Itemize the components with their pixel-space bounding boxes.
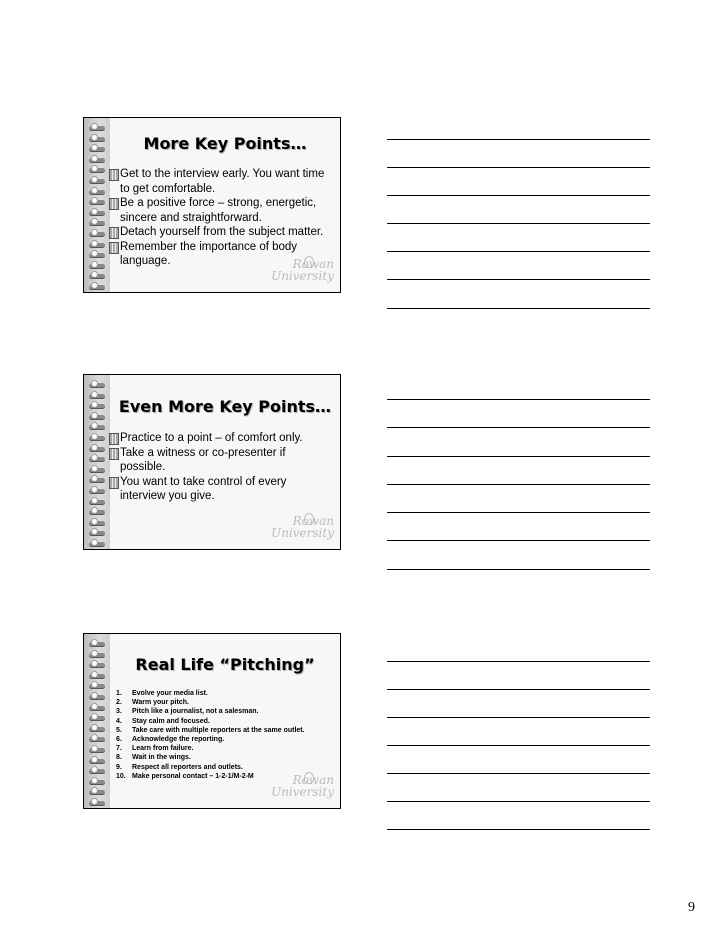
note-line xyxy=(387,167,650,168)
binder-ring xyxy=(89,457,105,462)
note-line xyxy=(387,689,650,690)
notebook-bullet-icon xyxy=(109,242,119,254)
binder-ring xyxy=(89,285,105,290)
slide-title: Real Life “Pitching” xyxy=(135,655,315,674)
rowan-university-logo: Rowan University xyxy=(271,257,334,283)
numbered-item: 5. Take care with multiple reporters at the same outlet. xyxy=(116,726,305,734)
binder-spine xyxy=(84,118,110,292)
note-line xyxy=(387,308,650,309)
slide-2 xyxy=(83,374,341,550)
notebook-bullet-icon xyxy=(109,477,119,489)
binder-ring xyxy=(89,221,105,226)
binder-ring xyxy=(89,243,105,248)
note-line xyxy=(387,251,650,252)
note-line xyxy=(387,661,650,662)
binder-ring xyxy=(89,468,105,473)
numbered-item: 2. Warm your pitch. xyxy=(116,699,189,707)
notebook-bullet-icon xyxy=(109,433,119,445)
binder-ring xyxy=(89,425,105,430)
bullet-item: You want to take control of every interview you give. xyxy=(112,475,330,504)
slide-title: More Key Points… xyxy=(143,134,307,153)
numbered-list xyxy=(116,689,332,781)
note-line xyxy=(387,569,650,570)
binder-ring xyxy=(89,478,105,483)
bullet-item: Remember the importance of body language. xyxy=(112,240,330,269)
binder-ring xyxy=(89,542,105,547)
rowan-university-logo: Rowan University xyxy=(271,514,334,540)
binder-ring xyxy=(89,489,105,494)
notebook-bullet-icon xyxy=(109,198,119,210)
note-line xyxy=(387,512,650,513)
binder-ring xyxy=(89,780,105,785)
binder-ring xyxy=(89,695,105,700)
bullet-item: Get to the interview early. You want time to get comfortable. xyxy=(112,167,330,196)
notebook-bullet-icon xyxy=(109,169,119,181)
binder-ring xyxy=(89,684,105,689)
numbered-item: 4. Stay calm and focused. xyxy=(116,717,210,725)
binder-ring xyxy=(89,510,105,515)
note-line xyxy=(387,484,650,485)
binder-ring xyxy=(89,737,105,742)
binder-ring xyxy=(89,253,105,258)
numbered-item: 3. Pitch like a journalist, not a salesman. xyxy=(116,708,259,716)
bullet-item: Be a positive force – strong, energetic, sincere and straightforward. xyxy=(112,196,330,225)
binder-ring xyxy=(89,179,105,184)
binder-ring xyxy=(89,415,105,420)
binder-ring xyxy=(89,674,105,679)
binder-ring xyxy=(89,158,105,163)
binder-ring xyxy=(89,759,105,764)
binder-ring xyxy=(89,137,105,142)
note-line xyxy=(387,139,650,140)
binder-ring xyxy=(89,653,105,658)
bullet-list xyxy=(112,431,330,504)
binder-ring xyxy=(89,232,105,237)
bullet-item: Take a witness or co-presenter if possible. xyxy=(112,446,330,475)
numbered-item: 6. Acknowledge the reporting. xyxy=(116,736,225,744)
binder-ring xyxy=(89,211,105,216)
note-line xyxy=(387,399,650,400)
note-line xyxy=(387,223,650,224)
bullet-list xyxy=(112,167,330,269)
note-line xyxy=(387,427,650,428)
note-line xyxy=(387,829,650,830)
binder-spine xyxy=(84,634,110,808)
note-line xyxy=(387,717,650,718)
binder-ring xyxy=(89,264,105,269)
notebook-bullet-icon xyxy=(109,448,119,460)
binder-ring xyxy=(89,274,105,279)
numbered-item: 1. Evolve your media list. xyxy=(116,690,208,697)
note-line xyxy=(387,773,650,774)
binder-ring xyxy=(89,748,105,753)
note-line xyxy=(387,745,650,746)
binder-ring xyxy=(89,126,105,131)
rowan-university-logo: Rowan University xyxy=(271,773,334,799)
binder-ring xyxy=(89,663,105,668)
page-number: 9 xyxy=(688,900,695,915)
numbered-item: 10. Make personal contact – 1-2-1/M-2-M xyxy=(116,772,254,780)
binder-ring xyxy=(89,716,105,721)
binder-ring xyxy=(89,200,105,205)
bullet-item: Detach yourself from the subject matter. xyxy=(112,225,330,240)
binder-ring xyxy=(89,521,105,526)
binder-ring xyxy=(89,147,105,152)
binder-ring xyxy=(89,168,105,173)
note-line xyxy=(387,456,650,457)
bullet-item: Practice to a point – of comfort only. xyxy=(112,431,330,446)
slide-3 xyxy=(83,633,341,809)
notebook-bullet-icon xyxy=(109,227,119,239)
numbered-item: 9. Respect all reporters and outlets. xyxy=(116,763,243,771)
binder-ring xyxy=(89,727,105,732)
note-line xyxy=(387,540,650,541)
binder-ring xyxy=(89,500,105,505)
binder-ring xyxy=(89,801,105,806)
note-line xyxy=(387,195,650,196)
note-line xyxy=(387,279,650,280)
binder-ring xyxy=(89,190,105,195)
binder-ring xyxy=(89,769,105,774)
binder-ring xyxy=(89,642,105,647)
numbered-item: 8. Wait in the wings. xyxy=(116,754,191,762)
binder-spine xyxy=(84,375,110,549)
note-line xyxy=(387,801,650,802)
slide-title: Even More Key Points… xyxy=(118,397,332,416)
binder-ring xyxy=(89,383,105,388)
numbered-item: 7. Learn from failure. xyxy=(116,745,194,753)
slide-1 xyxy=(83,117,341,293)
binder-ring xyxy=(89,706,105,711)
binder-ring xyxy=(89,404,105,409)
binder-ring xyxy=(89,790,105,795)
binder-ring xyxy=(89,447,105,452)
binder-ring xyxy=(89,436,105,441)
binder-ring xyxy=(89,531,105,536)
binder-ring xyxy=(89,394,105,399)
